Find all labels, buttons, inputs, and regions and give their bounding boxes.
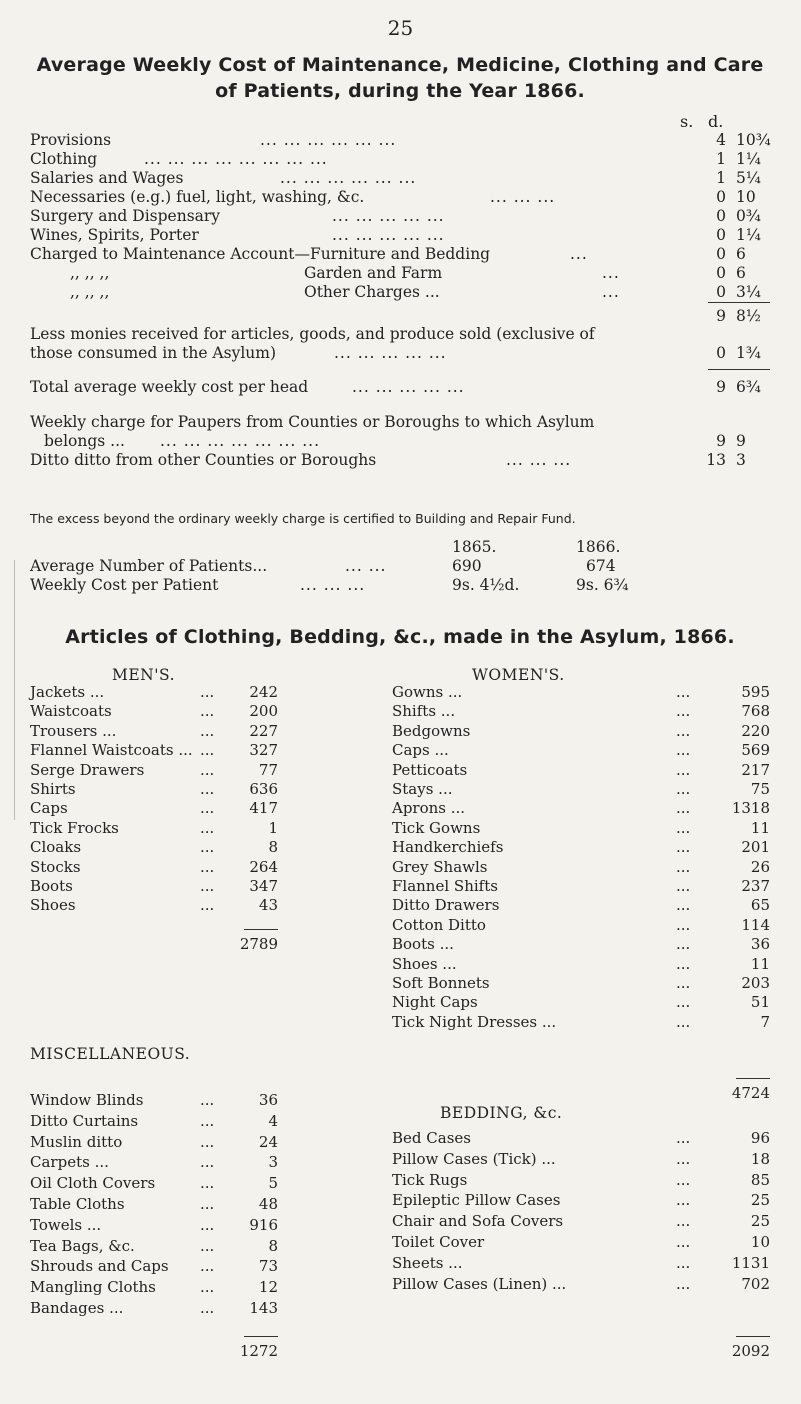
- page-number: 25: [387, 16, 414, 40]
- leader-dots: ...: [676, 838, 691, 857]
- leader-dots: ... ...: [345, 557, 387, 575]
- misc-total: 1272: [239, 1342, 278, 1360]
- cost-d: 5¼: [736, 169, 761, 187]
- year-1865-header: 1865.: [452, 538, 497, 556]
- list-item-label: Shoes ...: [392, 954, 457, 973]
- leader-dots: ...: [200, 1174, 215, 1193]
- list-item-label: Shrouds and Caps: [30, 1257, 169, 1276]
- total-rule: [708, 369, 770, 370]
- list-item-value: 10: [750, 1233, 770, 1251]
- list-item-value: 114: [741, 915, 770, 934]
- avg-patients-1866: 674: [586, 557, 616, 575]
- leader-dots: ...: [200, 838, 215, 857]
- list-item-label: Window Blinds: [30, 1091, 144, 1109]
- leader-dots: ...: [602, 283, 620, 301]
- leader-dots: ...: [200, 799, 215, 818]
- leader-dots: ...: [200, 1111, 215, 1130]
- cost-s: 0: [716, 245, 726, 263]
- list-item-value: 25: [750, 1212, 770, 1231]
- less-row-2: [30, 343, 780, 363]
- leader-dots: ...: [676, 1191, 691, 1210]
- leader-dots: ...: [570, 245, 588, 263]
- leader-dots: ...: [200, 877, 215, 895]
- leader-dots: ... ... ... ... ... ...: [280, 169, 417, 187]
- list-item-label: Tea Bags, &c.: [30, 1236, 135, 1255]
- list-item-label: Night Caps: [392, 993, 478, 1012]
- leader-dots: ...: [676, 780, 691, 798]
- bedding-total-rule: [736, 1336, 770, 1337]
- list-item-value: 417: [249, 799, 278, 818]
- leader-dots: ...: [200, 683, 215, 701]
- less-s: 0: [716, 344, 726, 362]
- list-item-value: 237: [741, 877, 770, 895]
- leader-dots: ...: [200, 780, 215, 798]
- leader-dots: ...: [200, 760, 215, 779]
- list-item-label: Chair and Sofa Covers: [392, 1212, 564, 1231]
- leader-dots: ...: [200, 1215, 215, 1234]
- charge-label-1: Weekly charge for Paupers from Counties or Boroughs to which Asylum: [30, 413, 595, 431]
- cost-d: 0¾: [736, 207, 761, 225]
- charge-s: 9: [716, 432, 726, 450]
- leader-dots: ...: [200, 818, 215, 837]
- leader-dots: ...: [676, 915, 691, 934]
- cost-label: Salaries and Wages: [30, 169, 184, 187]
- list-item-label: Serge Drawers: [30, 760, 145, 779]
- leader-dots: ...: [676, 702, 691, 721]
- leader-dots: ... ... ...: [300, 576, 366, 594]
- list-item-label: Mangling Cloths: [30, 1278, 156, 1297]
- list-item-label: Shoes: [30, 896, 76, 915]
- list-item-label: Petticoats: [392, 760, 468, 779]
- list-item-value: 636: [249, 780, 278, 798]
- leader-dots: ...: [200, 1299, 215, 1317]
- cost-s: 1: [716, 150, 726, 168]
- list-item-value: 48: [258, 1195, 278, 1213]
- leader-dots: ...: [676, 1149, 691, 1168]
- cost-row: [30, 282, 780, 302]
- list-item-label: Oil Cloth Covers: [30, 1174, 156, 1193]
- list-item-label: Sheets ...: [392, 1253, 463, 1272]
- leader-dots: ...: [676, 799, 691, 818]
- total-d: 6¾: [736, 378, 761, 396]
- cost-d: 10: [736, 188, 756, 206]
- margin-line: [14, 560, 15, 820]
- list-item-label: Tick Frocks: [30, 818, 119, 837]
- leader-dots: ...: [676, 1274, 691, 1293]
- list-item-value: 217: [741, 760, 770, 779]
- list-item-label: Pillow Cases (Linen) ...: [392, 1274, 567, 1293]
- cost-s: 0: [716, 283, 726, 301]
- leader-dots: ...: [676, 818, 691, 837]
- list-item-value: 36: [258, 1091, 278, 1109]
- less-label-1: Less monies received for articles, goods, and produce sold (exclusive of: [30, 325, 595, 343]
- list-item-value: 327: [249, 741, 278, 760]
- list-item-label: Muslin ditto: [30, 1132, 123, 1151]
- cost-label: Provisions: [30, 131, 112, 149]
- list-item-value: 227: [249, 721, 278, 740]
- list-item-value: 201: [741, 838, 770, 857]
- leader-dots: ...: [676, 760, 691, 779]
- list-item-label: Towels ...: [30, 1215, 102, 1234]
- womens-heading: WOMEN'S.: [472, 666, 565, 684]
- cost-row: [30, 263, 780, 283]
- misc-heading: MISCELLANEOUS.: [30, 1045, 191, 1063]
- list-item-label: Ditto Drawers: [392, 896, 500, 915]
- mens-heading: MEN'S.: [112, 666, 176, 684]
- leader-dots: ... ... ... ... ...: [332, 226, 445, 244]
- leader-dots: ...: [676, 683, 691, 701]
- leader-dots: ...: [200, 857, 215, 876]
- cost-row: [30, 187, 780, 207]
- leader-dots: ...: [200, 702, 215, 721]
- ditto-charge-d: 3: [736, 451, 746, 469]
- leader-dots: ...: [676, 1253, 691, 1272]
- cost-d: 1¼: [736, 150, 761, 168]
- subtotal-rule: [708, 302, 770, 303]
- list-item-value: 65: [750, 896, 770, 915]
- cost-row: [30, 244, 780, 264]
- cost-label: Surgery and Dispensary: [30, 207, 221, 225]
- list-item-value: 96: [750, 1129, 770, 1147]
- weekly-cost-1866: 9s. 6¾: [576, 576, 629, 594]
- list-item-label: Boots: [30, 877, 73, 895]
- leader-dots: ...: [676, 1012, 691, 1031]
- leader-dots: ...: [676, 935, 691, 954]
- ditto-charge-s: 13: [706, 451, 726, 469]
- list-item-label: Bandages ...: [30, 1299, 124, 1317]
- leader-dots: ... ... ... ... ... ... ...: [160, 432, 321, 450]
- leader-dots: ...: [676, 954, 691, 973]
- list-item-label: Shirts: [30, 780, 76, 798]
- list-item-label: Jackets ...: [30, 683, 105, 701]
- leader-dots: ...: [602, 264, 620, 282]
- page-title-line-2: of Patients, during the Year 1866.: [215, 80, 585, 102]
- list-item-label: Tick Night Dresses ...: [392, 1012, 557, 1031]
- cost-d: 6: [736, 245, 746, 263]
- list-item-label: Gowns ...: [392, 683, 463, 701]
- cost-label: Charged to Maintenance Account—Furniture and Bedding: [30, 245, 491, 263]
- leader-dots: ... ... ...: [506, 451, 572, 469]
- cost-row: [30, 225, 780, 245]
- list-item-value: 200: [249, 702, 278, 721]
- womens-total-rule: [736, 1078, 770, 1079]
- list-item-value: 4: [268, 1111, 278, 1130]
- leader-dots: ... ... ...: [490, 188, 556, 206]
- list-item-value: 1318: [731, 799, 770, 818]
- cost-s: 0: [716, 207, 726, 225]
- list-item-value: 43: [258, 896, 278, 915]
- leader-dots: ... ... ... ... ...: [352, 378, 465, 396]
- list-item-label: Caps: [30, 799, 68, 818]
- ditto-marks: ,, ,, ,,: [70, 264, 110, 282]
- list-item-value: 36: [750, 935, 770, 954]
- list-item-label: Carpets ...: [30, 1153, 109, 1172]
- ditto-charge-label: Ditto ditto from other Counties or Boroughs: [30, 451, 377, 469]
- list-item-label: Waistcoats: [30, 702, 112, 721]
- leader-dots: ...: [676, 1129, 691, 1147]
- year-1866-header: 1866.: [576, 538, 621, 556]
- list-item-value: 85: [750, 1170, 770, 1189]
- cost-label: Garden and Farm: [304, 264, 443, 282]
- list-item-value: 7: [760, 1012, 770, 1031]
- cost-label: Clothing: [30, 150, 98, 168]
- list-item-value: 8: [268, 838, 278, 857]
- weekly-cost-1865: 9s. 4½d.: [452, 576, 520, 594]
- less-d: 1¾: [736, 344, 761, 362]
- total-row: [30, 377, 780, 397]
- ditto-marks: ,, ,, ,,: [70, 283, 110, 301]
- leader-dots: ... ... ... ... ...: [334, 344, 447, 362]
- cost-label: Wines, Spirits, Porter: [30, 226, 199, 244]
- total-label: Total average weekly cost per head: [30, 378, 309, 396]
- leader-dots: ...: [676, 877, 691, 895]
- cost-s: 0: [716, 188, 726, 206]
- list-item-value: 143: [249, 1299, 278, 1317]
- list-item-label: Boots ...: [392, 935, 454, 954]
- list-item-value: 569: [741, 741, 770, 760]
- leader-dots: ...: [200, 1132, 215, 1151]
- list-item-value: 595: [741, 683, 770, 701]
- misc-total-rule: [244, 1336, 278, 1337]
- cost-d: 1¼: [736, 226, 761, 244]
- list-item-value: 11: [750, 818, 770, 837]
- leader-dots: ...: [200, 1278, 215, 1297]
- list-item-value: 24: [258, 1132, 278, 1151]
- cost-d: 3¼: [736, 283, 761, 301]
- mens-total: 2789: [239, 935, 278, 953]
- leader-dots: ...: [200, 1153, 215, 1172]
- leader-dots: ... ... ... ... ... ...: [260, 131, 397, 149]
- list-item-label: Handkerchiefs: [392, 838, 504, 857]
- leader-dots: ...: [676, 974, 691, 992]
- list-item-label: Tick Gowns: [392, 818, 481, 837]
- list-item-value: 1: [268, 818, 278, 837]
- cost-row: [30, 168, 780, 188]
- weekly-cost-label: Weekly Cost per Patient: [30, 576, 219, 594]
- list-item-value: 25: [750, 1191, 770, 1210]
- less-label-2: those consumed in the Asylum): [30, 344, 277, 362]
- leader-dots: ...: [676, 1212, 691, 1231]
- list-item-label: Bed Cases: [392, 1129, 471, 1147]
- list-item-value: 3: [268, 1153, 278, 1172]
- cost-d: 10¾: [736, 131, 771, 149]
- subtotal-d: 8½: [736, 307, 761, 325]
- list-item-label: Caps ...: [392, 741, 449, 760]
- list-item-value: 242: [249, 683, 278, 701]
- cost-row: [30, 206, 780, 226]
- womens-total: 4724: [731, 1084, 770, 1102]
- list-item-value: 75: [750, 780, 770, 798]
- list-item-label: Epileptic Pillow Cases: [392, 1191, 561, 1210]
- list-item-value: 768: [741, 702, 770, 721]
- articles-title: Articles of Clothing, Bedding, &c., made in the Asylum, 1866.: [65, 626, 735, 648]
- list-item-label: Flannel Waistcoats ...: [30, 741, 193, 760]
- list-item-label: Grey Shawls: [392, 857, 488, 876]
- cost-row: [30, 130, 780, 150]
- list-item-label: Stocks: [30, 857, 81, 876]
- less-row-1: [30, 324, 780, 344]
- leader-dots: ...: [676, 741, 691, 760]
- leader-dots: ...: [676, 993, 691, 1012]
- list-item-value: 203: [741, 974, 770, 992]
- list-item-label: Table Cloths: [30, 1195, 125, 1213]
- list-item-value: 8: [268, 1236, 278, 1255]
- cost-s: 0: [716, 226, 726, 244]
- list-item-value: 1131: [731, 1253, 770, 1272]
- leader-dots: ...: [676, 896, 691, 915]
- list-item-label: Toilet Cover: [392, 1233, 485, 1251]
- list-item-value: 347: [249, 877, 278, 895]
- charge-row-1: [30, 412, 780, 432]
- bedding-total: 2092: [731, 1342, 770, 1360]
- list-item-label: Stays ...: [392, 780, 453, 798]
- cost-label: Other Charges ...: [304, 283, 440, 301]
- list-item-value: 916: [249, 1215, 278, 1234]
- list-item-value: 73: [258, 1257, 278, 1276]
- leader-dots: ...: [200, 1257, 215, 1276]
- leader-dots: ... ... ... ... ...: [332, 207, 445, 225]
- list-item-value: 220: [741, 721, 770, 740]
- charge-row-2: [30, 431, 780, 451]
- leader-dots: ...: [200, 1195, 215, 1213]
- ditto-charge-row: [30, 450, 780, 470]
- list-item-label: Trousers ...: [30, 721, 117, 740]
- leader-dots: ...: [676, 721, 691, 740]
- bedding-heading: BEDDING, &c.: [440, 1104, 563, 1122]
- cost-s: 1: [716, 169, 726, 187]
- list-item-value: 264: [249, 857, 278, 876]
- list-item-label: Bedgowns: [392, 721, 471, 740]
- list-item-label: Ditto Curtains: [30, 1111, 139, 1130]
- leader-dots: ...: [200, 1091, 215, 1109]
- avg-patients-1865: 690: [452, 557, 482, 575]
- leader-dots: ...: [676, 1170, 691, 1189]
- leader-dots: ...: [676, 1233, 691, 1251]
- list-item-label: Aprons ...: [392, 799, 466, 818]
- subtotal-s: 9: [716, 307, 726, 325]
- charge-d: 9: [736, 432, 746, 450]
- mens-total-rule: [244, 929, 278, 930]
- list-item-value: 12: [258, 1278, 278, 1297]
- cost-row: [30, 149, 780, 169]
- cost-d: 6: [736, 264, 746, 282]
- leader-dots: ...: [676, 857, 691, 876]
- cost-label: Necessaries (e.g.) fuel, light, washing, &c.: [30, 188, 365, 206]
- shillings-header: s.: [680, 112, 694, 131]
- list-item-value: 77: [258, 760, 278, 779]
- list-item-value: 51: [750, 993, 770, 1012]
- charge-label-2: belongs ...: [44, 432, 125, 450]
- list-item-label: Shifts ...: [392, 702, 456, 721]
- list-item-value: 26: [750, 857, 770, 876]
- page-title-line-1: Average Weekly Cost of Maintenance, Medicine, Clothing and Care: [36, 54, 764, 76]
- leader-dots: ... ... ... ... ... ... ... ...: [144, 150, 328, 168]
- list-item-label: Soft Bonnets: [392, 974, 490, 992]
- cost-s: 0: [716, 264, 726, 282]
- list-item-value: 5: [268, 1174, 278, 1193]
- pence-header: d.: [708, 112, 724, 131]
- leader-dots: ...: [200, 896, 215, 915]
- list-item-label: Pillow Cases (Tick) ...: [392, 1149, 556, 1168]
- list-item-label: Cotton Ditto: [392, 915, 486, 934]
- list-item-value: 702: [741, 1274, 770, 1293]
- list-item-value: 11: [750, 954, 770, 973]
- cost-s: 4: [716, 131, 726, 149]
- list-item-label: Tick Rugs: [392, 1170, 468, 1189]
- page-title: [20, 52, 780, 104]
- leader-dots: ...: [200, 741, 215, 760]
- list-item-value: 18: [750, 1149, 770, 1168]
- list-item-label: Flannel Shifts: [392, 877, 498, 895]
- total-s: 9: [716, 378, 726, 396]
- leader-dots: ...: [200, 721, 215, 740]
- leader-dots: ...: [200, 1236, 215, 1255]
- fund-note: The excess beyond the ordinary weekly charge is certified to Building and Repair Fund.: [30, 511, 576, 526]
- avg-patients-label: Average Number of Patients...: [30, 557, 268, 575]
- list-item-label: Cloaks: [30, 838, 82, 857]
- subtotal-row: [30, 306, 780, 326]
